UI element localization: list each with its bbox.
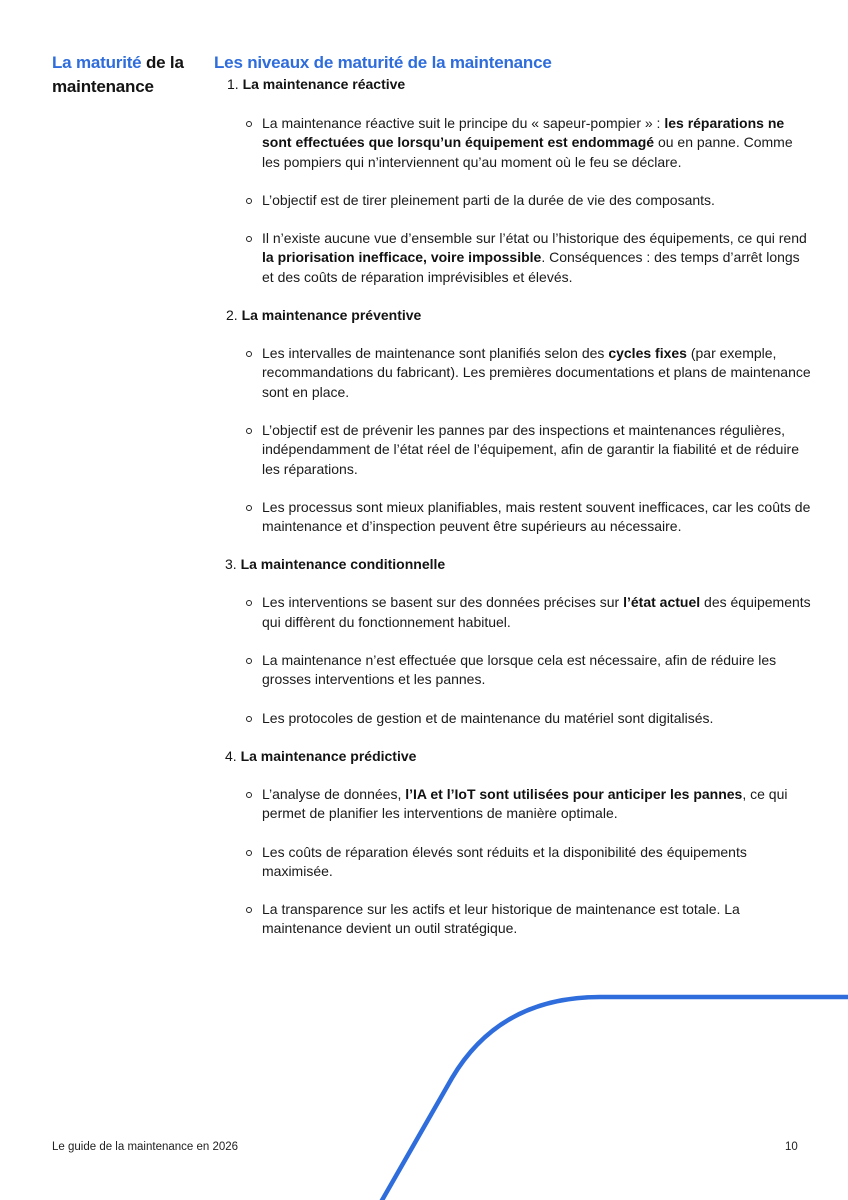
bullet-icon (246, 236, 252, 242)
bullet-icon (246, 428, 252, 434)
bullet-list (214, 114, 814, 287)
list-item: Il n’existe aucune vue d’ensemble sur l’état ou l’historique des équipements, ce qui rend la priorisation inefficace, voire impossible. Conséquences : des temps d’arrêt longs et des coûts de réparation imprévisibles et élevés. (214, 229, 814, 287)
section-heading: 4. La maintenance prédictive (225, 747, 417, 764)
list-item: L’analyse de données, l’IA et l’IoT sont utilisées pour anticiper les pannes, ce qui permet de planifier les interventions de manière optimale. (214, 785, 814, 824)
bullet-list (214, 785, 814, 939)
list-item: Les protocoles de gestion et de maintenance du matériel sont digitalisés. (214, 709, 814, 728)
page-title: Les niveaux de maturité de la maintenance (214, 53, 552, 72)
list-item: Les processus sont mieux planifiables, mais restent souvent inefficaces, car les coûts de maintenance et d’inspection peuvent être supérieurs au nécessaire. (214, 498, 814, 537)
bullet-icon (246, 658, 252, 664)
list-item: Les coûts de réparation élevés sont réduits et la disponibilité des équipements maximisée. (214, 843, 814, 882)
bullet-list (214, 344, 814, 536)
list-item: La transparence sur les actifs et leur historique de maintenance est totale. La maintenance devient un outil stratégique. (214, 900, 814, 939)
bullet-icon (246, 907, 252, 913)
section-reactive (214, 75, 814, 94)
page-number: 10 (785, 1141, 798, 1153)
bullet-icon (246, 850, 252, 856)
sidebar-title-accent: La maturité (52, 53, 142, 72)
bullet-icon (246, 716, 252, 722)
list-item: L’objectif est de tirer pleinement parti de la durée de vie des composants. (214, 191, 814, 210)
bullet-list (214, 593, 814, 727)
bullet-icon (246, 198, 252, 204)
bullet-icon (246, 600, 252, 606)
list-item: Les interventions se basent sur des données précises sur l’état actuel des équipements qui diffèrent du fonctionnement habituel. (214, 593, 814, 632)
footer-guide-title: Le guide de la maintenance en 2026 (52, 1141, 239, 1153)
section-heading: 2. La maintenance préventive (226, 307, 422, 324)
section-conditional (214, 555, 814, 574)
bullet-icon (246, 792, 252, 798)
section-predictive (214, 747, 814, 766)
section-preventive (214, 306, 814, 325)
section-heading: 3. La maintenance conditionnelle (225, 556, 446, 573)
main-content (214, 51, 814, 939)
bullet-icon (246, 121, 252, 127)
section-heading: 1. La maintenance réactive (227, 76, 406, 92)
list-item: La maintenance réactive suit le principe du « sapeur-pompier » : les réparations ne sont effectuées que lorsqu’un équipement est endommagé ou en panne. Comme les pompiers qui n’interviennent qu’au moment où le feu se déclare. (214, 114, 814, 172)
sidebar-title-rest: de la (141, 53, 184, 72)
sidebar-title (52, 51, 202, 99)
list-item: La maintenance n’est effectuée que lorsque cela est nécessaire, afin de réduire les grosses interventions et les pannes. (214, 651, 814, 690)
list-item: L’objectif est de prévenir les pannes par des inspections et maintenances régulières, indépendamment de l’état réel de l’équipement, afin de garantir la fiabilité et de réduire les réparations. (214, 421, 814, 479)
bullet-icon (246, 351, 252, 357)
list-item: Les intervalles de maintenance sont planifiés selon des cycles fixes (par exemple, recommandations du fabricant). Les premières documentations et plans de maintenance sont en place. (214, 344, 814, 402)
sidebar-title-rest-2: maintenance (52, 77, 154, 96)
bullet-icon (246, 505, 252, 511)
